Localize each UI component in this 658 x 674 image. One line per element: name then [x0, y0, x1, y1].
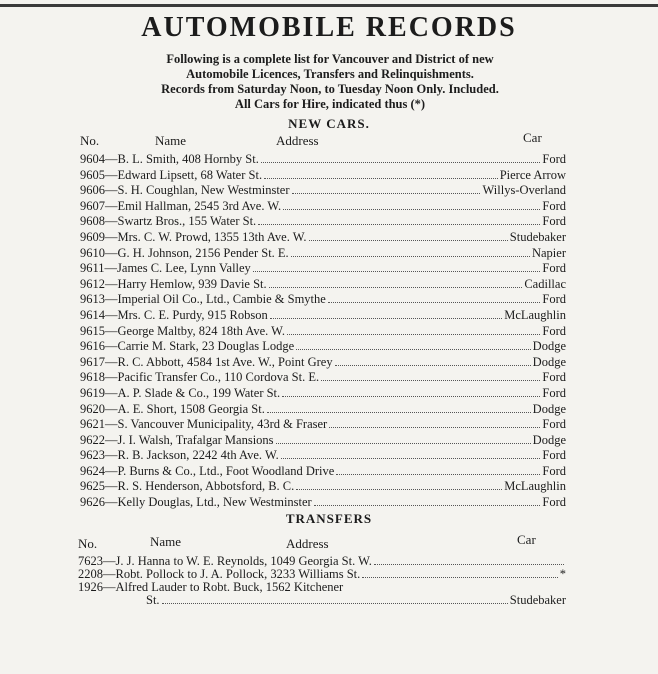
list-item	[80, 214, 566, 230]
car-make: Ford	[542, 495, 566, 510]
entry-text: 1926—Alfred Lauder to Robt. Buck, 1562 Kitchener	[78, 580, 344, 594]
entry-text: 9623—R. B. Jackson, 2242 4th Ave. W.	[80, 448, 279, 463]
entry-text: 9622—J. I. Walsh, Trafalgar Mansions	[80, 432, 274, 447]
list-item	[80, 168, 566, 184]
new-cars-heading: NEW CARS.	[288, 116, 370, 131]
list-item	[80, 386, 566, 402]
entry-text: 9608—Swartz Bros., 155 Water St.	[80, 214, 257, 229]
entry-text: 9614—Mrs. C. E. Purdy, 915 Robson	[80, 307, 268, 322]
dot-leader	[264, 178, 498, 179]
dot-leader	[276, 443, 531, 444]
entry-text: 2208—Robt. Pollock to J. A. Pollock, 3233 Williams St.	[78, 567, 361, 581]
car-make: Ford	[542, 214, 566, 229]
car-make: Ford	[542, 152, 566, 166]
entry-text: 7623—J. J. Hanna to W. E. Reynolds, 1049 Georgia St. W.	[78, 554, 372, 568]
list-item	[80, 261, 566, 277]
entry-text: 9612—Harry Hemlow, 939 Davie St.	[80, 276, 267, 291]
dot-leader	[292, 193, 481, 194]
col-head-car: Car	[523, 130, 542, 145]
col-head-name: Name	[155, 133, 187, 148]
dot-leader	[282, 396, 540, 397]
transfers-heading: TRANSFERS	[285, 511, 373, 526]
new-cars-list	[80, 152, 566, 511]
dot-leader	[296, 349, 530, 350]
list-item	[80, 183, 566, 199]
car-make: *	[559, 567, 566, 581]
dot-leader	[336, 474, 540, 475]
list-item	[80, 464, 566, 480]
entry-text: 9624—P. Burns & Co., Ltd., Foot Woodland Drive	[80, 463, 335, 478]
col-head-name: Name	[150, 534, 182, 549]
car-make: Ford	[542, 323, 566, 338]
dot-leader	[374, 564, 564, 565]
list-item	[80, 339, 566, 355]
entry-text: St.	[146, 593, 160, 607]
dot-leader	[321, 380, 540, 381]
list-item	[80, 277, 566, 293]
list-item	[80, 246, 566, 262]
dot-leader	[283, 209, 540, 210]
entry-text: 9616—Carrie M. Stark, 23 Douglas Lodge	[80, 339, 295, 354]
car-make: Pierce Arrow	[499, 167, 566, 182]
dot-leader	[314, 505, 541, 506]
list-item	[80, 308, 566, 324]
transfers-list	[78, 555, 566, 607]
dot-leader	[287, 334, 540, 335]
car-make: Dodge	[532, 432, 566, 447]
entry-text: 9618—Pacific Transfer Co., 110 Cordova St. E.	[80, 370, 320, 385]
entry-text: 9625—R. S. Henderson, Abbotsford, B. C.	[80, 479, 295, 494]
list-item	[80, 292, 566, 308]
list-item	[80, 448, 566, 464]
list-item	[80, 370, 566, 386]
col-head-no: No.	[78, 536, 98, 551]
dot-leader	[261, 162, 541, 163]
car-make: Ford	[542, 417, 566, 432]
entry-text: 9606—S. H. Coughlan, New Westminster	[80, 183, 290, 198]
entry-text: 9605—Edward Lipsett, 68 Water St.	[80, 167, 263, 182]
list-item	[80, 433, 566, 449]
col-head-address: Address	[286, 536, 329, 551]
dot-leader	[258, 224, 540, 225]
list-item	[80, 324, 566, 340]
car-make: McLaughlin	[504, 479, 566, 494]
dot-leader	[328, 302, 541, 303]
entry-text: 9617—R. C. Abbott, 4584 1st Ave. W., Point Grey	[80, 354, 333, 369]
intro-line: All Cars for Hire, indicated thus (*)	[234, 97, 426, 111]
entry-text: 9607—Emil Hallman, 2545 3rd Ave. W.	[80, 198, 282, 213]
dot-leader	[162, 603, 508, 604]
dot-leader	[335, 365, 531, 366]
car-make: Willys-Overland	[482, 183, 566, 198]
entry-text: 9615—George Maltby, 824 18th Ave. W.	[80, 323, 285, 338]
entry-text: 9621—S. Vancouver Municipality, 43rd & Fraser	[80, 417, 328, 432]
col-head-no: No.	[80, 133, 100, 148]
dot-leader	[270, 318, 502, 319]
list-item	[80, 230, 566, 246]
page-title: AUTOMOBILE RECORDS	[141, 12, 517, 43]
entry-text: 9609—Mrs. C. W. Prowd, 1355 13th Ave. W.	[80, 229, 307, 244]
intro-text	[60, 52, 600, 112]
car-make: Ford	[542, 385, 566, 400]
car-make: Ford	[542, 261, 566, 276]
intro-line: Automobile Licences, Transfers and Relinquishments.	[186, 67, 474, 81]
entry-text: 9611—James C. Lee, Lynn Valley	[80, 261, 251, 276]
car-make: Ford	[542, 463, 566, 478]
car-make: Ford	[542, 370, 566, 385]
intro-line: Records from Saturday Noon, to Tuesday Noon Only. Included.	[161, 82, 499, 96]
list-item	[80, 479, 566, 495]
car-make: Ford	[542, 198, 566, 213]
dot-leader	[291, 256, 530, 257]
car-make: Ford	[542, 448, 566, 463]
list-item	[80, 495, 566, 511]
car-make: Dodge	[532, 354, 566, 369]
dot-leader	[253, 271, 541, 272]
car-make: Ford	[542, 292, 566, 307]
col-head-car: Car	[517, 532, 536, 547]
dot-leader	[309, 240, 508, 241]
dot-leader	[362, 577, 557, 578]
list-item	[80, 417, 566, 433]
car-make: Cadillac	[524, 276, 566, 291]
dot-leader	[269, 287, 523, 288]
car-make: Napier	[531, 245, 566, 260]
list-item	[80, 199, 566, 215]
entry-text: 9620—A. E. Short, 1508 Georgia St.	[80, 401, 265, 416]
car-make: Dodge	[532, 401, 566, 416]
list-item	[80, 355, 566, 371]
dot-leader	[296, 489, 502, 490]
entry-text: 9610—G. H. Johnson, 2156 Pender St. E.	[80, 245, 289, 260]
car-make: McLaughlin	[504, 307, 566, 322]
col-head-address: Address	[276, 133, 319, 148]
car-make: Dodge	[532, 339, 566, 354]
car-make: Studebaker	[509, 593, 566, 607]
list-item	[80, 402, 566, 418]
dot-leader	[267, 412, 531, 413]
list-item	[78, 594, 566, 607]
entry-text: 9604—B. L. Smith, 408 Hornby St.	[80, 152, 259, 166]
car-make: Studebaker	[509, 229, 566, 244]
dot-leader	[281, 458, 541, 459]
top-rule	[0, 4, 658, 7]
entry-text: 9613—Imperial Oil Co., Ltd., Cambie & Smythe	[80, 292, 326, 307]
intro-line: Following is a complete list for Vancouver and District of new	[166, 52, 494, 66]
dot-leader	[329, 427, 540, 428]
entry-text: 9619—A. P. Slade & Co., 199 Water St.	[80, 385, 281, 400]
list-item	[80, 152, 566, 168]
entry-text: 9626—Kelly Douglas, Ltd., New Westminster	[80, 495, 312, 510]
